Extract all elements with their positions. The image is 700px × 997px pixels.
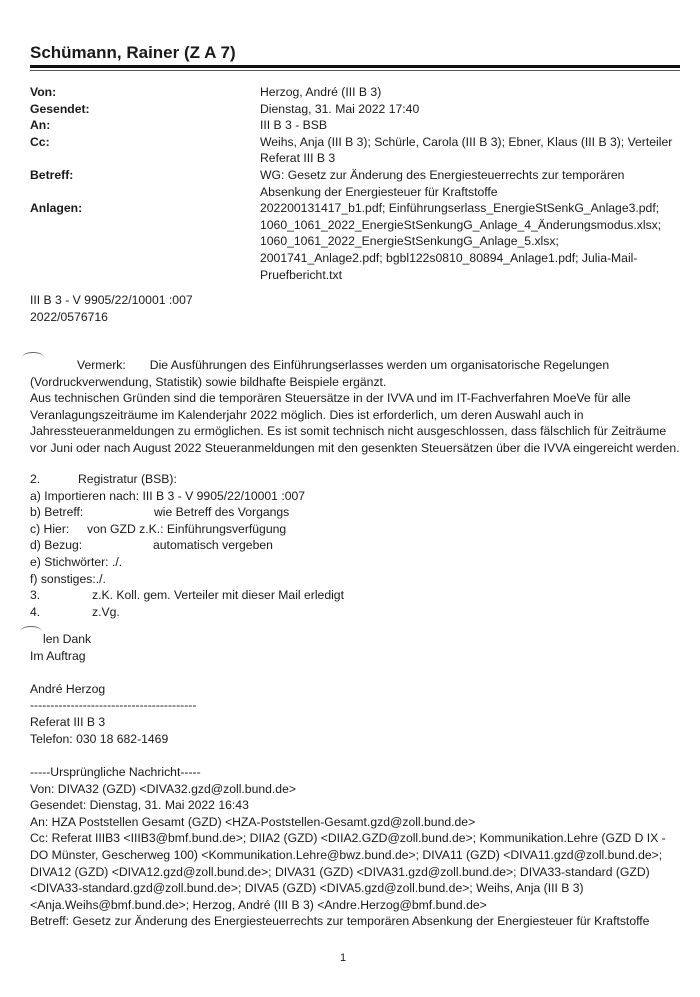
original-cc-1: Cc: Referat IIIB3 <IIIB3@bmf.bund.de>; DIIA2 (GZD) <DIIA2.GZD@zoll.bund.de>; Kommunikation.Lehre (GZD D IX - <box>30 831 666 846</box>
referat-line: Referat III B 3 <box>30 714 106 729</box>
original-cc-3: DIVA12 (GZD) <DIVA12.gzd@zoll.bund.de>; DIVA31 (GZD) <DIVA31.gzd@zoll.bund.de>; DIVA33-standard (GZD) <box>30 864 650 879</box>
item-3-text: z.K. Koll. gem. Verteiler mit dieser Mail erledigt <box>92 588 344 603</box>
note-first-line <box>30 357 680 374</box>
email-header <box>30 84 680 283</box>
reference-line-1: III B 3 - V 9905/22/10001 :007 <box>30 293 193 307</box>
registratur-d-label: d) Bezug: <box>30 538 83 553</box>
sent-label: Gesendet: <box>30 101 90 116</box>
cc-value: Weihs, Anja (III B 3); Schürle, Carola (III B 3); Ebner, Klaus (III B 3); Verteiler Referat III B 3 <box>260 134 673 166</box>
registratur-c-value: von GZD z.K.: Einführungsverfügung <box>87 521 287 536</box>
subject-label: Betreff: <box>30 167 74 182</box>
from-value: Herzog, André (III B 3) <box>260 85 382 99</box>
registratur-title: Registratur (BSB): <box>78 472 177 486</box>
registratur-d <box>30 537 680 554</box>
auftrag-line: Im Auftrag <box>30 648 86 663</box>
thanks-text: len Dank <box>43 632 92 646</box>
original-cc-5: <Anja.Weihs@bmf.bund.de>; Herzog, André (III B 3) <Andre.Herzog@bmf.bund.de> <box>30 897 487 912</box>
registratur-heading <box>30 471 680 488</box>
note-text-2: (Vordruckverwendung, Statistik) sowie bildhafte Beispiele ergänzt. <box>30 374 387 389</box>
signature-divider: ----------------------------------------- <box>30 698 197 713</box>
subject-value: WG: Gesetz zur Änderung des Energiesteuerrechts zur temporären Absenkung der Energiesteuer für Kraftstoffe <box>260 167 625 199</box>
item-4-num: 4. <box>30 604 41 619</box>
original-to: An: HZA Poststellen Gesamt (GZD) <HZA-Poststellen-Gesamt.gzd@zoll.bund.de> <box>30 814 476 829</box>
registratur-e: e) Stichwörter: ./. <box>30 554 123 569</box>
original-message-block <box>30 764 680 930</box>
original-cc-4: <DIVA33-standard.gzd@zoll.bund.de>; DIVA5 (GZD) <DIVA5.gzd@zoll.bund.de>; Weihs, Anja (III B 3) <box>30 881 584 896</box>
to-value: III B 3 - BSB <box>260 118 328 133</box>
original-cc-2: DO Münster, Gescherweg 100) <Kommunikation.Lehre@bwz.bund.de>; DIVA11 (GZD) <DIVA11.gzd@zoll.bund.de>; <box>30 847 663 862</box>
registratur-a: a) Importieren nach: III B 3 - V 9905/22/10001 :007 <box>30 488 306 503</box>
note-block <box>30 357 680 457</box>
subject-row <box>30 167 680 200</box>
phone-line: Telefon: 030 18 682-1469 <box>30 731 169 746</box>
original-from: Von: DIVA32 (GZD) <DIVA32.gzd@zoll.bund.de> <box>30 781 296 796</box>
from-row <box>30 84 680 101</box>
registratur-item-3 <box>30 587 680 604</box>
reference-block <box>30 292 680 325</box>
original-subject: Betreff: Gesetz zur Änderung des Energiesteuerrechts zur temporären Absenkung der Energiesteuer für Kraftstoffe <box>30 914 650 929</box>
attachments-value: 202200131417_b1.pdf; Einführungserlass_EnergieStSenkG_Anlage3.pdf; 1060_1061_2022_EnergieStSenkungG_Anlage_4_Änderungsmodus.xlsx; 1060_1061_2022_EnergieStSenkungG_Anlage_5.xlsx; 2001741_Anlage2.pdf; bgbl122s0810_80894_Anlage1.pdf; Julia-Mail-Pruefbericht.txt <box>260 201 662 282</box>
item-4-text: z.Vg. <box>92 604 120 619</box>
attachments-label: Anlagen: <box>30 201 83 216</box>
sent-row <box>30 101 680 118</box>
signer-name: André Herzog <box>30 681 106 696</box>
registratur-d-value: automatisch vergeben <box>153 538 273 553</box>
registratur-b <box>30 504 680 521</box>
registratur-f: f) sonstiges:./. <box>30 571 106 586</box>
note-label: Vermerk: <box>77 358 126 372</box>
registratur-block <box>30 471 680 620</box>
header-rule-thick <box>30 65 680 68</box>
to-row <box>30 117 680 134</box>
to-label: An: <box>30 118 51 133</box>
mailbox-owner-name: Schümann, Rainer (Z A 7) <box>30 43 236 62</box>
registratur-c <box>30 521 680 538</box>
signature-block <box>30 631 680 747</box>
cc-row <box>30 134 680 167</box>
original-sent: Gesendet: Dienstag, 31. Mai 2022 16:43 <box>30 798 249 813</box>
registratur-b-value: wie Betreff des Vorgangs <box>154 505 290 520</box>
sent-value: Dienstag, 31. Mai 2022 17:40 <box>260 101 420 116</box>
attachments-row <box>30 200 680 283</box>
thanks-line <box>30 631 680 648</box>
page-number: 1 <box>340 952 347 964</box>
reference-line-2: 2022/0576716 <box>30 309 108 324</box>
from-label: Von: <box>30 85 57 99</box>
original-marker: -----Ursprüngliche Nachricht----- <box>30 765 201 779</box>
registratur-item-4 <box>30 604 680 621</box>
header-rule-thin <box>30 70 680 71</box>
note-text-1: Die Ausführungen des Einführungserlasses werden um organisatorische Regelungen <box>149 358 610 372</box>
registratur-num: 2. <box>30 472 41 486</box>
registratur-c-label: c) Hier: <box>30 521 70 536</box>
item-3-num: 3. <box>30 588 41 603</box>
note-paragraph: Aus technischen Gründen sind die temporären Steuersätze in der IVVA und im IT-Fachverfahren MoeVe für alle Veranlagungszeiträume im Kalenderjahr 2022 möglich. Dies ist erforderlich, um deren Auswahl auch in Jahressteueranmeldungen zu ermöglichen. Es ist somit technisch nicht ausgeschlossen, dass fälschlich für Zeiträume vor Juni oder nach August 2022 Steueranmeldungen mit den gesenkten Steuersätzen über die IVVA eingereicht werden. <box>30 391 680 455</box>
registratur-b-label: b) Betreff: <box>30 505 84 520</box>
cc-label: Cc: <box>30 134 50 149</box>
